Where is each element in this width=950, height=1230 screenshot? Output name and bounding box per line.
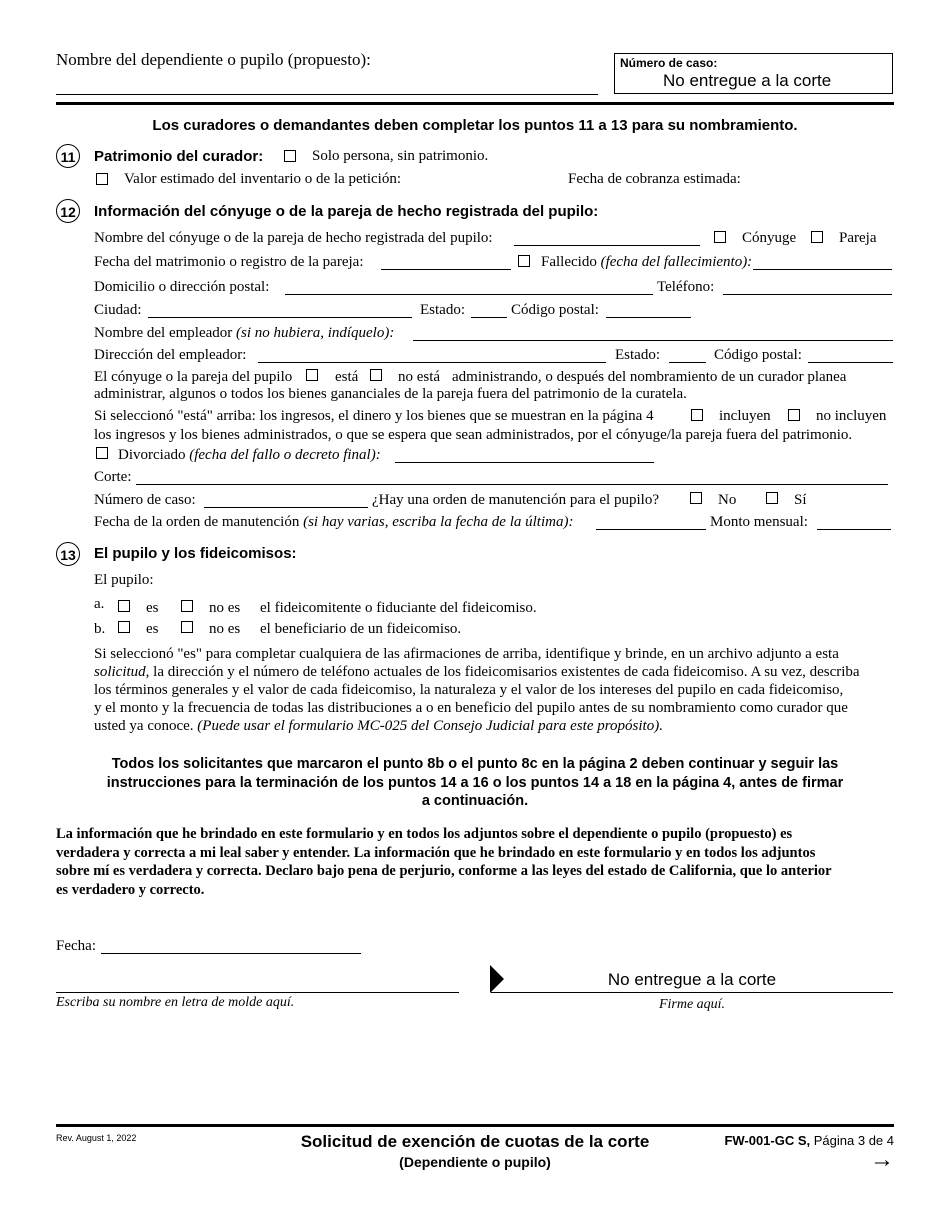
- signature-value: No entregue a la corte: [607, 970, 777, 989]
- employer-state-label: Estado:: [615, 347, 660, 363]
- divorce-case-label: Número de caso:: [94, 492, 196, 508]
- employer-zip-label: Código postal:: [714, 347, 802, 363]
- zip-field[interactable]: [606, 317, 691, 318]
- item-13-number: 13: [56, 542, 80, 566]
- divorce-case-field[interactable]: [204, 507, 368, 508]
- declaration-line-3: sobre mí es verdadera y correcta. Declaro bajo pena de perjurio, conforme a las leyes del estado de California, que lo anterior: [56, 863, 832, 879]
- not-include-checkbox[interactable]: [788, 409, 800, 421]
- support-yes-checkbox[interactable]: [766, 492, 778, 504]
- managing-suffix: administrando, o después del nombramiento de un curador planea: [452, 369, 847, 385]
- footer-subtitle: (Dependiente o pupilo): [399, 1154, 551, 1170]
- date-field[interactable]: [101, 953, 361, 954]
- declaration: [56, 825, 906, 899]
- trust-line-5: [94, 717, 904, 735]
- case-number-value: No entregue a la corte: [663, 71, 832, 90]
- employer-field[interactable]: [413, 340, 893, 341]
- collection-date-label: Fecha de cobranza estimada:: [568, 171, 741, 187]
- ward-name-field[interactable]: [56, 94, 598, 95]
- employer-note: (si no hubiera, indíquelo):: [236, 325, 395, 341]
- b-no-es-label: no es: [209, 621, 241, 637]
- next-page-arrow-icon: →: [870, 1146, 894, 1173]
- support-yes-label: Sí: [794, 492, 807, 508]
- partner-label: Pareja: [839, 230, 877, 246]
- no-estate-checkbox[interactable]: [284, 150, 296, 162]
- date-label: Fecha:: [56, 938, 96, 954]
- divorced-checkbox[interactable]: [96, 447, 108, 459]
- item-12-number: 12: [56, 199, 80, 223]
- spouse-label: Cónyuge: [742, 230, 797, 246]
- is-managing-checkbox[interactable]: [306, 369, 318, 381]
- mc-025-note: (Puede usar el formulario MC-025 del Consejo Judicial para este propósito).: [197, 718, 663, 734]
- deceased-text: [541, 254, 752, 271]
- if-selected-text: Si seleccionó "está" arriba: los ingresos, el dinero y los bienes que se muestran en la página 4: [94, 408, 654, 424]
- court-label: Corte:: [94, 469, 132, 485]
- item-12-title: Información del cónyuge o de la pareja de hecho registrada del pupilo:: [94, 203, 599, 220]
- support-date-note: (si hay varias, escriba la fecha de la última):: [303, 514, 574, 530]
- monthly-label: Monto mensual:: [710, 514, 808, 530]
- page-number: Página 3 de 4: [813, 1133, 894, 1148]
- marriage-date-field[interactable]: [381, 269, 511, 270]
- managing-prefix: El cónyuge o la pareja del pupilo: [94, 369, 293, 385]
- is-managing-label: está: [335, 369, 359, 385]
- trust-line-1: Si seleccionó "es" para completar cualquiera de las afirmaciones de arriba, identifique y brinde, en un archivo adjunto a esta: [94, 646, 839, 662]
- include-label: incluyen: [719, 408, 771, 424]
- spouse-checkbox[interactable]: [714, 231, 726, 243]
- trust-instructions: [94, 645, 904, 735]
- divorced-note: (fecha del fallo o decreto final):: [189, 447, 381, 463]
- all-applicants-line-2: instrucciones para la terminación de los puntos 14 a 16 o los puntos 14 a 18 en la página 4, antes de firmar: [106, 774, 844, 791]
- revision-date: Rev. August 1, 2022: [56, 1133, 137, 1143]
- state-label: Estado:: [420, 302, 465, 318]
- all-applicants-line-3: a continuación.: [421, 793, 529, 809]
- all-applicants-notice: [56, 755, 894, 811]
- estimated-value-checkbox[interactable]: [96, 173, 108, 185]
- trust-line-4: y el monto y la frecuencia de todas las distribuciones a o en beneficio del pupilo antes de su nombramiento como curador que: [94, 700, 848, 716]
- monthly-field[interactable]: [817, 529, 891, 530]
- declaration-line-1: La información que he brindado en este formulario y en todos los adjuntos sobre el dependiente o pupilo (propuesto) es: [56, 826, 793, 842]
- phone-field[interactable]: [723, 294, 892, 295]
- support-order-question: ¿Hay una orden de manutención para el pupilo?: [372, 492, 659, 508]
- spouse-name-label: Nombre del cónyuge o de la pareja de hecho registrada del pupilo:: [94, 230, 493, 246]
- managing-line2: administrar, algunos o todos los bienes gananciales de la pareja fuera del patrimonio de la curatela.: [94, 386, 687, 402]
- employer-state-field[interactable]: [669, 362, 706, 363]
- all-applicants-line-1: Todos los solicitantes que marcaron el punto 8b o el punto 8c en la página 2 deben continuar y seguir las: [111, 756, 839, 772]
- if-selected-line2: los ingresos y los bienes administrados, o que se espera que sean administrados, por el cónyuge/la pareja fuera del patrimonio.: [94, 427, 853, 443]
- declaration-line-4: es verdadero y correcto.: [56, 881, 205, 898]
- a-es-checkbox[interactable]: [118, 600, 130, 612]
- include-checkbox[interactable]: [691, 409, 703, 421]
- not-include-label: no incluyen: [816, 408, 887, 424]
- solicitud-word: solicitud: [94, 664, 146, 680]
- item-11-number: 11: [56, 144, 80, 168]
- deceased-date-field[interactable]: [753, 269, 892, 270]
- court-field[interactable]: [136, 484, 888, 485]
- support-no-checkbox[interactable]: [690, 492, 702, 504]
- support-date-text: [94, 514, 573, 531]
- deceased-date-label: (fecha del fallecimiento):: [600, 254, 753, 270]
- ward-label: El pupilo:: [94, 572, 154, 588]
- form-id: FW-001-GC S,: [724, 1133, 811, 1148]
- declaration-line-2: verdadera y correcta a mi leal saber y entender. La información que he brindado en este formulario y en todos los adjuntos: [56, 844, 816, 861]
- case-number-label: Número de caso:: [620, 56, 718, 70]
- deceased-label: Fallecido: [541, 254, 597, 270]
- item-13-title: El pupilo y los fideicomisos:: [94, 545, 297, 562]
- case-number-box[interactable]: [614, 53, 893, 94]
- estimated-value-label: Valor estimado del inventario o de la petición:: [124, 171, 402, 187]
- footer-divider: [56, 1124, 894, 1127]
- option-b-letter: b.: [94, 621, 106, 637]
- print-name-field[interactable]: [56, 992, 459, 993]
- city-label: Ciudad:: [94, 302, 142, 318]
- trust-line-3: los términos generales y el valor de cada fideicomiso, la naturaleza y el valor de los intereses del pupilo en cada fideicomiso,: [94, 682, 844, 698]
- divorced-text: [118, 447, 381, 464]
- marriage-date-label: Fecha del matrimonio o registro de la pareja:: [94, 254, 364, 270]
- option-a-letter: a.: [94, 596, 105, 612]
- trust-line-5-text: usted ya conoce.: [94, 718, 194, 734]
- not-managing-label: no está: [398, 369, 441, 385]
- employer-label: Nombre del empleador: [94, 325, 233, 341]
- sign-here-label: Firme aquí.: [658, 997, 726, 1012]
- employer-text: [94, 325, 394, 342]
- employer-zip-field[interactable]: [808, 362, 893, 363]
- a-es-label: es: [146, 600, 159, 616]
- support-date-label: Fecha de la orden de manutención: [94, 514, 300, 530]
- divorced-label: Divorciado: [118, 447, 186, 463]
- footer-title: Solicitud de exención de cuotas de la corte: [300, 1132, 650, 1151]
- spouse-name-field[interactable]: [514, 245, 700, 246]
- zip-label: Código postal:: [511, 302, 599, 318]
- item-11-title: Patrimonio del curador:: [94, 148, 264, 165]
- print-name-label: Escriba su nombre en letra de molde aquí.: [56, 995, 295, 1010]
- employer-address-label: Dirección del empleador:: [94, 347, 247, 363]
- intro-text: Los curadores o demandantes deben completar los puntos 11 a 13 para su nombramiento.: [152, 117, 798, 134]
- support-date-field[interactable]: [596, 529, 706, 530]
- not-managing-checkbox[interactable]: [370, 369, 382, 381]
- no-estate-label: Solo persona, sin patrimonio.: [312, 148, 489, 164]
- a-no-es-checkbox[interactable]: [181, 600, 193, 612]
- trust-line-2-text: , la dirección y el número de teléfono actuales de los fideicomisarios existentes de cada fideicomiso. A su vez, describa: [145, 664, 860, 680]
- divorced-date-field[interactable]: [395, 462, 654, 463]
- ward-name-label: Nombre del dependiente o pupilo (propuesto):: [56, 50, 371, 69]
- state-field[interactable]: [471, 317, 507, 318]
- b-no-es-checkbox[interactable]: [181, 621, 193, 633]
- trust-line-2: [94, 663, 904, 681]
- b-text: el beneficiario de un fideicomiso.: [260, 621, 462, 637]
- support-no-label: No: [718, 492, 737, 508]
- signature-field[interactable]: [491, 992, 893, 993]
- city-field[interactable]: [148, 317, 412, 318]
- header-divider: [56, 102, 894, 105]
- a-text: el fideicomitente o fiduciante del fideicomiso.: [260, 600, 537, 616]
- a-no-es-label: no es: [209, 600, 241, 616]
- phone-label: Teléfono:: [657, 279, 715, 295]
- partner-checkbox[interactable]: [811, 231, 823, 243]
- b-es-checkbox[interactable]: [118, 621, 130, 633]
- address-label: Domicilio o dirección postal:: [94, 279, 270, 295]
- b-es-label: es: [146, 621, 159, 637]
- employer-address-field[interactable]: [258, 362, 606, 363]
- deceased-checkbox[interactable]: [518, 255, 530, 267]
- address-field[interactable]: [285, 294, 653, 295]
